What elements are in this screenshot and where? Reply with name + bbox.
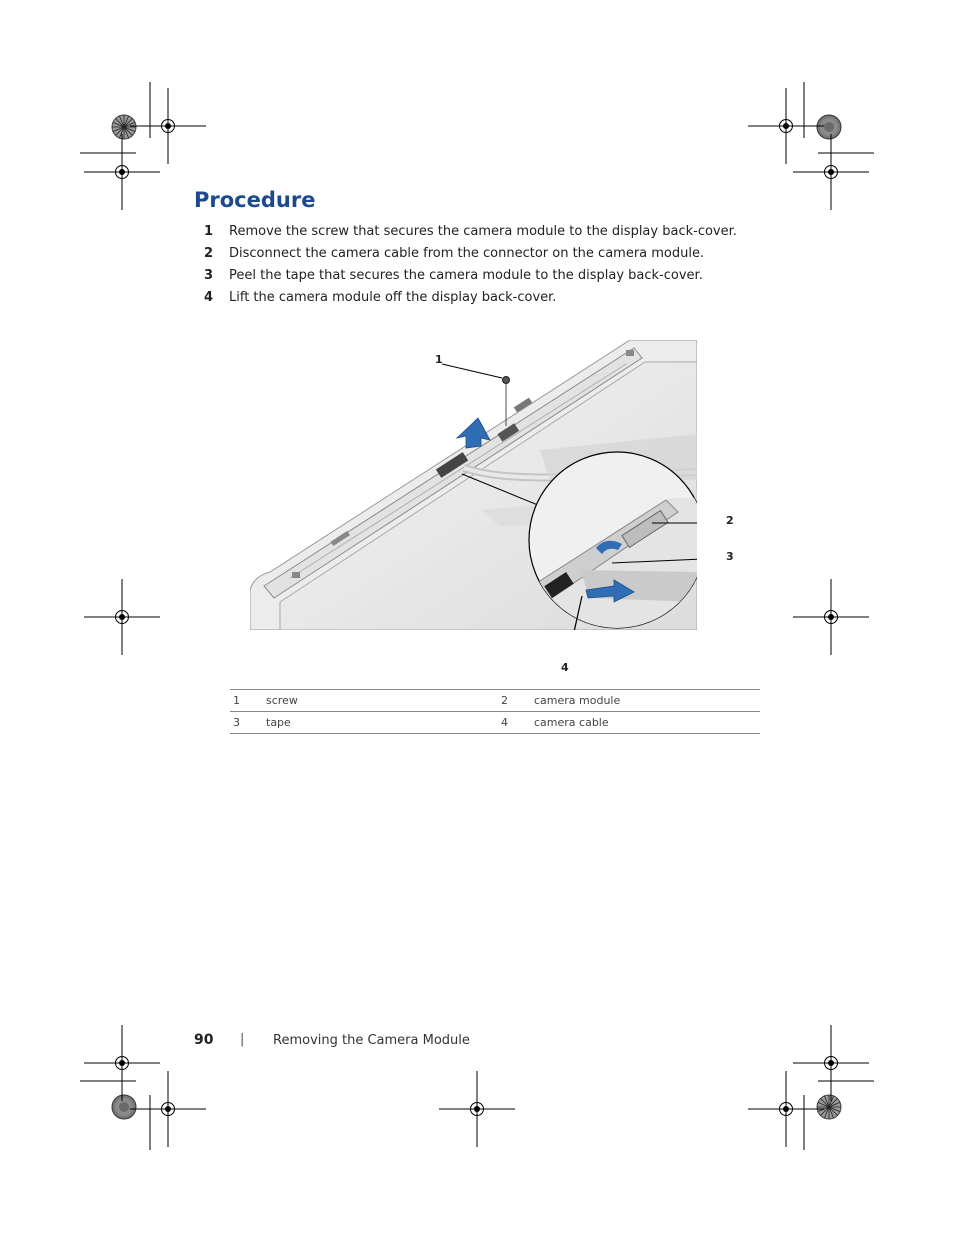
legend-label: camera cable <box>534 716 609 729</box>
step-number: 2 <box>204 246 214 261</box>
section-title: Procedure <box>194 188 316 212</box>
step-text: Disconnect the camera cable from the connector on the camera module. <box>229 246 705 261</box>
legend-label: screw <box>266 694 298 707</box>
page-number: 90 <box>194 1032 214 1048</box>
step-text: Remove the screw that secures the camera module to the display back-cover. <box>229 224 737 239</box>
figure-legend <box>230 689 760 734</box>
legend-label: camera module <box>534 694 621 707</box>
step-number: 4 <box>204 290 214 305</box>
step-number: 3 <box>204 268 214 283</box>
step-number: 1 <box>204 224 214 239</box>
legend-number: 1 <box>233 694 240 707</box>
step-text: Peel the tape that secures the camera module to the display back-cover. <box>229 268 703 283</box>
legend-row <box>230 712 760 734</box>
legend-number: 3 <box>233 716 240 729</box>
callout-1: 1 <box>435 353 443 366</box>
chapter-title: Removing the Camera Module <box>273 1033 470 1048</box>
legend-number: 2 <box>501 694 508 707</box>
callout-3: 3 <box>726 550 734 563</box>
step-text: Lift the camera module off the display back-cover. <box>229 290 557 305</box>
callout-2: 2 <box>726 514 734 527</box>
legend-row <box>230 690 760 712</box>
camera-module-illustration <box>250 340 710 630</box>
legend-label: tape <box>266 716 291 729</box>
callout-4: 4 <box>561 661 569 674</box>
legend-number: 4 <box>501 716 508 729</box>
footer-separator: | <box>240 1032 245 1047</box>
